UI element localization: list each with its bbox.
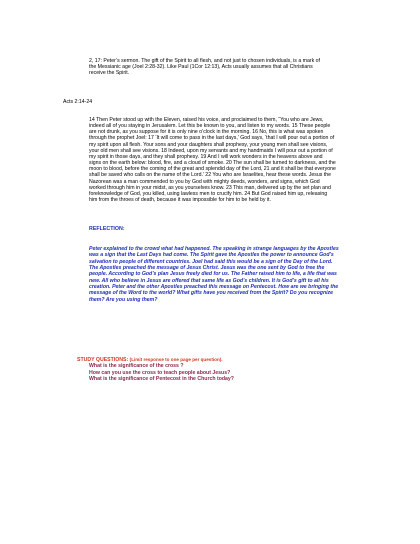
study-questions-note: (Limit response to one page per question). [129,357,223,362]
study-question-2: How can you use the cross to teach people about Jesus? [89,369,231,376]
study-questions-heading: STUDY QUESTIONS: [77,357,129,363]
scripture-passage: 14 Then Peter stood up with the Eleven, raised his voice, and proclaimed to them, “You who are Jews, indeed all of you staying in Jerusalem. Let this be known to you, and listen to my words. 15 These people are not drunk, as you suppose for it is only nine o’clock in the morning. 16 No, this is what was spoken through the prophet Joel: 17 ‘It will come to pass in the last days,’ God says, ‘that I will pour out a portion of my spirit upon all flesh. Your sons and your daughters shall prophesy, your young men shall see visions, your old men shall see visions. 18 Indeed, upon my servants and my handmaids I will pour out a portion of my spirit in those days, and they shall prophesy. 19 And I will work wonders in the heavens above and signs on the earth below: blood, fire, and a cloud of smoke. 20 The sun shall be turned to darkness, and the moon to blood, before the coming of the great and splendid day of the Lord, 21 and it shall be that everyone shall be saved who calls on the name of the Lord.’ 22 You who are Israelites, hear these words. Jesus the Nazorean was a man commended to you by God with mighty deeds, wonders, and signs, which God worked through him in your midst, as you yourselves know. 23 This man, delivered up by the set plan and foreknowledge of God, you killed, using lawless men to crucify him. 24 But God raised him up, releasing him from the throes of death, because it was impossible for him to be held by it. [89,117,336,204]
reflection-text: Peter explained to the crowd what had happened. The speaking in strange languages by the Apostles was a sign that the Last Days had come. The Spirit gave the Apostles the power to announce God’s salvation to people of different countries. Joel had said this would be a sign of the Day of the Lord. The Apostles preached the message of Jesus Christ. Jesus was the one sent by God to free the people. According to God’s plan Jesus freely died for us. The Father raised him to life, a life that was new. All who believe in Jesus are offered that same life as God’s children. It is God’s gift to all his creation. Peter and the other Apostles preached this message on Pentecost. How are we bringing the message of the Word to the world? What gifts have you received from the Spirit? Do you recognize them? Are you using them? [89,246,339,303]
study-question-3: What is the significance of Pentecost in the Church today? [89,376,234,383]
reflection-heading: REFLECTION: [89,226,125,232]
study-question-1: What is the significance of the cross ? [89,363,184,370]
study-questions [77,357,347,383]
scripture-reference: Acts 2:14-24 [63,99,93,105]
intro-paragraph: 2, 17: Peter’s sermon. The gift of the Spirit to all flesh, and not just to chosen individuals, is a mark of the Messianic age (Joel 2:28-32). Like Paul (1Cor 12:13), Acts usually assumes that all Christians receive the Spirit. [89,58,320,77]
